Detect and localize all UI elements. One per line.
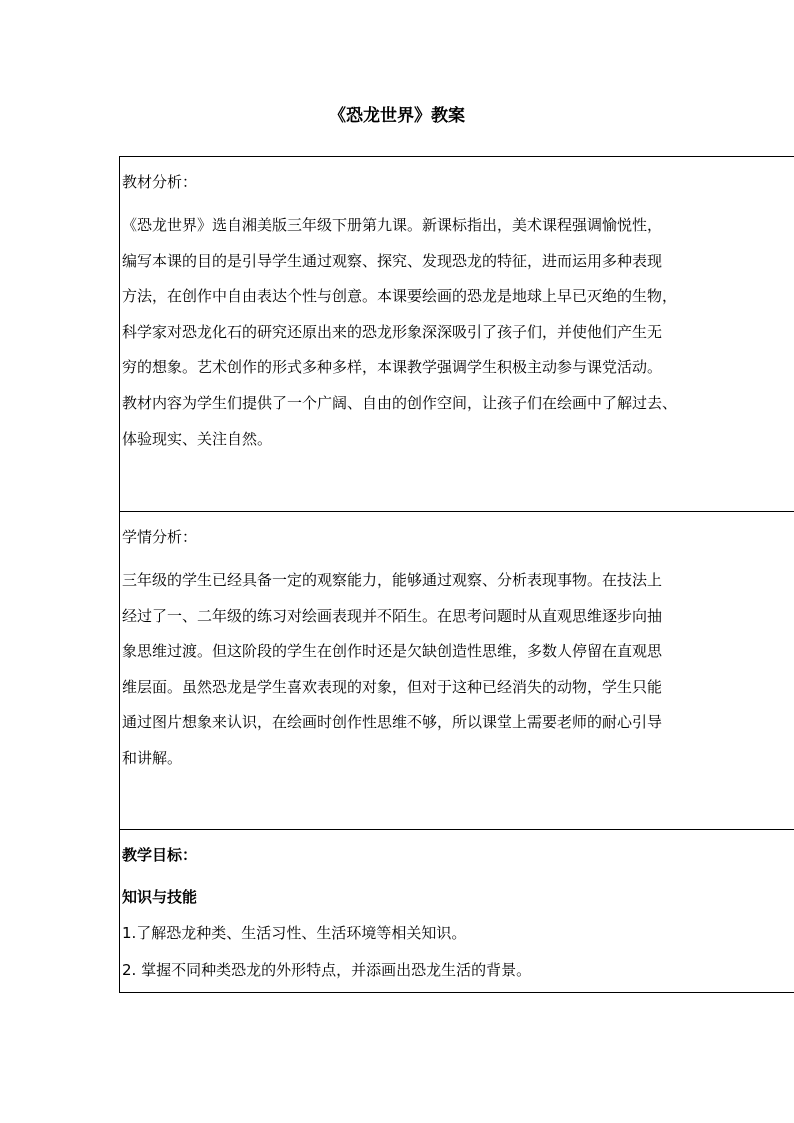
text-line: 方法，在创作中自由表达个性与创意。本课要绘画的恐龙是地球上早已灭绝的生物， [122, 287, 678, 306]
text-line: 维层面。虽然恐龙是学生喜欢表现的对象，但对于这种已经消失的动物，学生只能 [122, 677, 663, 696]
textbook-analysis-paragraph [122, 208, 794, 457]
text-line: 三年级的学生已经具备一定的观察能力，能够通过观察、分析表现事物。在技法上 [122, 571, 663, 589]
text-line: 经过了一、二年级的练习对绘画表现并不陌生。在思考问题时从直观思维逐步向抽 [122, 606, 663, 625]
goal-item: 1.了解恐龙种类、生活习性、生活环境等相关知识。 [122, 924, 467, 942]
text-line: 和讲解。 [122, 748, 183, 767]
text-line: 《恐龙世界》选自湘美版三年级下册第九课。新课标指出，美术课程强调愉悦性， [122, 216, 663, 234]
text-line: 通过图片想象来认识，在绘画时创作性思维不够，所以课堂上需要老师的耐心引导 [122, 713, 663, 732]
knowledge-skills-subheading: 知识与技能 [122, 888, 198, 906]
student-analysis-paragraph [122, 563, 794, 777]
lesson-plan-table [119, 156, 794, 993]
textbook-analysis-section [120, 157, 794, 512]
text-line: 象思维过渡。但这阶段的学生在创作时还是欠缺创造性思维，多数人停留在直观思 [122, 642, 663, 661]
student-analysis-section [120, 512, 794, 830]
goal-item: 2. 掌握不同种类恐龙的外形特点，并添画出恐龙生活的背景。 [122, 961, 532, 979]
text-line: 科学家对恐龙化石的研究还原出来的恐龙形象深深吸引了孩子们，并使他们产生无 [122, 322, 663, 341]
text-line: 编写本课的目的是引导学生通过观察、探究、发现恐龙的特征，进而运用多种表现 [122, 251, 663, 270]
document-title: 《恐龙世界》教案 [329, 106, 465, 126]
textbook-analysis-heading: 教材分析： [122, 173, 198, 191]
text-line: 穷的想象。艺术创作的形式多种多样，本课教学强调学生积极主动参与课党活动。 [122, 358, 663, 377]
teaching-goals-section [120, 830, 794, 993]
text-line: 体验现实、关注自然。 [122, 429, 273, 448]
teaching-goals-heading: 教学目标： [122, 846, 198, 864]
student-analysis-heading: 学情分析： [122, 528, 198, 546]
text-line: 教材内容为学生们提供了一个广阔、自由的创作空间，让孩子们在绘画中了解过去、 [122, 393, 678, 412]
